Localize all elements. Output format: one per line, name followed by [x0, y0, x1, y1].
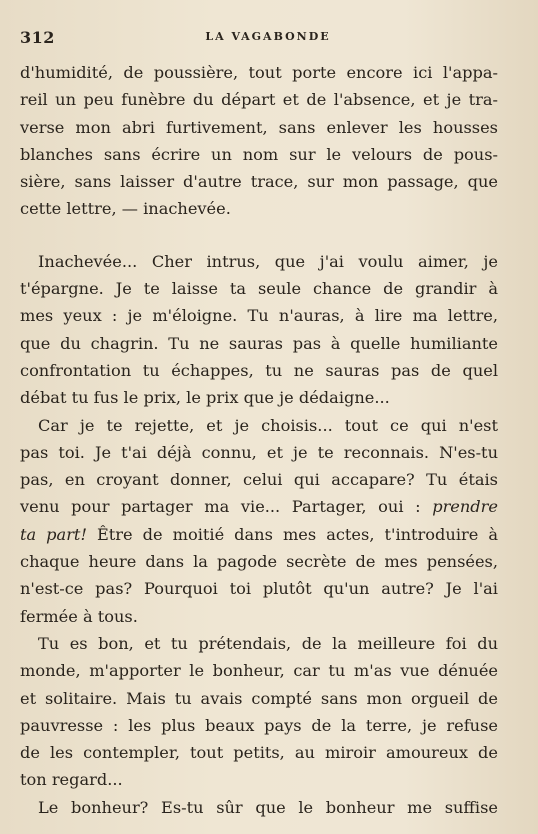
- text-line: mes yeux : je m'éloigne. Tu n'auras, à lire ma lettre,: [20, 306, 498, 326]
- paragraph: [20, 794, 498, 821]
- text-line: n'est-ce pas? Pourquoi toi plutôt qu'un autre? Je l'ai: [20, 579, 498, 599]
- paragraph: [20, 59, 498, 223]
- text-line: ton regard...: [20, 770, 123, 790]
- text-line: Tu es bon, et tu prétendais, de la meilleure foi du: [38, 633, 498, 653]
- text-line: chaque heure dans la pagode secrète de mes pensées,: [20, 552, 498, 572]
- text-line: Le bonheur? Es-tu sûr que le bonheur me suffise: [38, 797, 498, 817]
- running-head: LA VAGABONDE: [205, 30, 331, 43]
- body-text: [20, 59, 498, 821]
- text-line: monde, m'apporter le bonheur, car tu m'as vue dénuée: [20, 661, 498, 681]
- text-line: confrontation tu échappes, tu ne sauras pas de quel: [20, 360, 498, 380]
- text-line: d'humidité, de poussière, tout porte encore ici l'appa-: [20, 63, 498, 82]
- text-line: verse mon abri furtivement, sans enlever les housses: [20, 117, 498, 137]
- text-line: reil un peu funèbre du départ et de l'absence, et je tra-: [20, 90, 498, 110]
- text-line: pas, en croyant donner, celui qui accapare? Tu étais: [20, 470, 498, 490]
- text-line: venu pour partager ma vie... Partager, oui : prendre: [20, 497, 498, 517]
- paragraph: [20, 630, 498, 794]
- text-line: sière, sans laisser d'autre trace, sur mon passage, que: [20, 172, 498, 192]
- text-line: t'épargne. Je te laisse ta seule chance de grandir à: [20, 279, 498, 299]
- text-line: que du chagrin. Tu ne sauras pas à quelle humiliante: [20, 333, 498, 353]
- text-line: Car je te rejette, et je choisis... tout ce qui n'est: [38, 415, 498, 435]
- paragraph: [20, 248, 498, 412]
- text-line: pas toi. Je t'ai déjà connu, et je te reconnais. N'es-tu: [20, 442, 498, 462]
- text-line: cette lettre, — inachevée.: [20, 199, 231, 219]
- text-line: blanches sans écrire un nom sur le velours de pous-: [20, 144, 498, 164]
- text-line: fermée à tous.: [20, 606, 138, 626]
- text-line: et solitaire. Mais tu avais compté sans mon orgueil de: [20, 688, 498, 708]
- text-line: Inachevée... Cher intrus, que j'ai voulu aimer, je: [38, 251, 498, 271]
- page-number: 312: [20, 28, 55, 47]
- section-break: [20, 223, 498, 248]
- text-line: pauvresse : les plus beaux pays de la terre, je refuse: [20, 715, 498, 735]
- text-line: de les contempler, tout petits, au miroir amoureux de: [20, 743, 498, 763]
- paragraph: [20, 412, 498, 630]
- text-line: débat tu fus le prix, le prix que je dédaigne...: [20, 388, 390, 408]
- page-header: [20, 28, 516, 48]
- text-line: ta part! Être de moitié dans mes actes, t'introduire à: [20, 524, 498, 544]
